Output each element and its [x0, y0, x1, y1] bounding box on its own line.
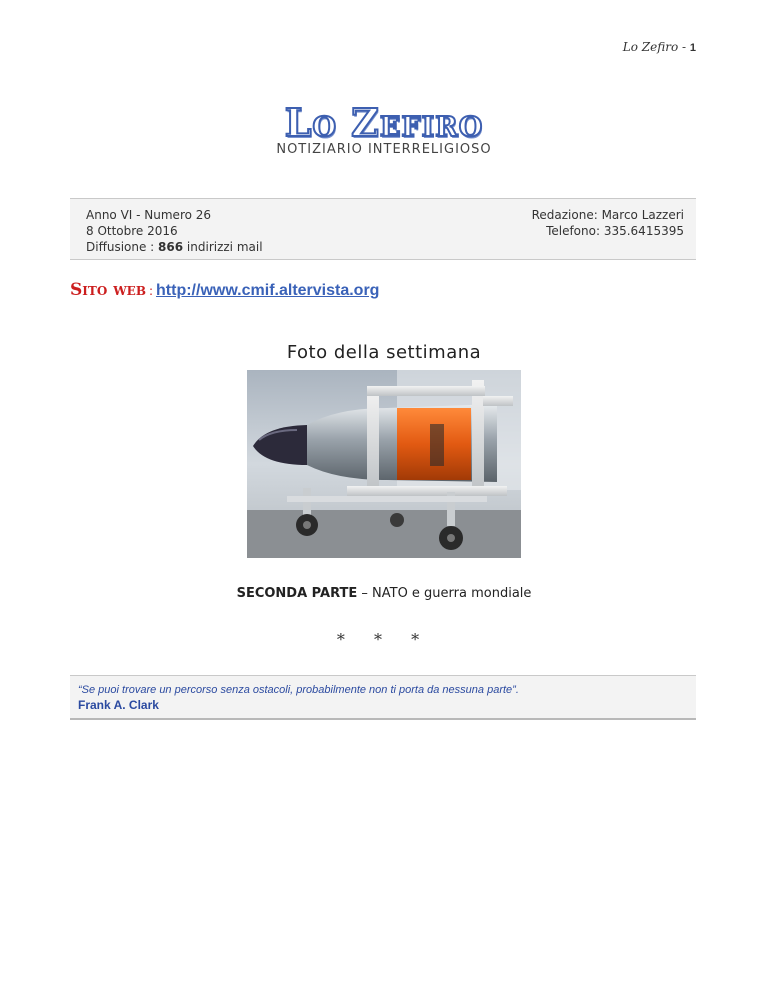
- website-link[interactable]: http://www.cmif.altervista.org: [156, 282, 380, 299]
- photo-of-the-week: [247, 370, 521, 558]
- issue-info-box: [70, 198, 696, 260]
- website-line: [70, 280, 379, 300]
- distribution-line: [86, 239, 263, 255]
- website-label: Sito web: [70, 280, 146, 300]
- editor-phone: Telefono: 335.6415395: [546, 224, 684, 238]
- quote-box: [70, 675, 696, 720]
- distribution-count: 866: [158, 240, 184, 254]
- website-separator: :: [148, 284, 154, 298]
- section-separator: * * *: [336, 630, 432, 649]
- bomb-photo-illustration: [247, 370, 521, 558]
- editorial-contacts: [532, 207, 684, 239]
- distribution-suffix: indirizzi mail: [183, 240, 263, 254]
- running-title: Lo Zefiro -: [622, 40, 690, 54]
- editor-name: Redazione: Marco Lazzeri: [531, 208, 684, 222]
- quote-author: Frank A. Clark: [78, 698, 159, 712]
- distribution-prefix: Diffusione :: [86, 240, 159, 254]
- photo-of-the-week-title: Foto della settimana: [286, 342, 482, 363]
- issue-details: [86, 207, 263, 255]
- issue-number: Anno VI - Numero 26: [86, 208, 212, 222]
- quote-text: “Se puoi trovare un percorso senza ostacoli, probabilmente non ti porta da nessuna parte”.: [78, 684, 519, 696]
- photo-caption: [0, 586, 768, 601]
- page-number: 1: [689, 42, 696, 54]
- caption-text: – NATO e guerra mondiale: [357, 586, 532, 601]
- newsletter-title: Lo Zefiro: [284, 100, 484, 145]
- running-header: [623, 40, 696, 54]
- issue-date: 8 Ottobre 2016: [86, 224, 178, 238]
- caption-bold: SECONDA PARTE: [236, 586, 358, 601]
- newsletter-subtitle: NOTIZIARIO INTERRELIGIOSO: [276, 142, 492, 157]
